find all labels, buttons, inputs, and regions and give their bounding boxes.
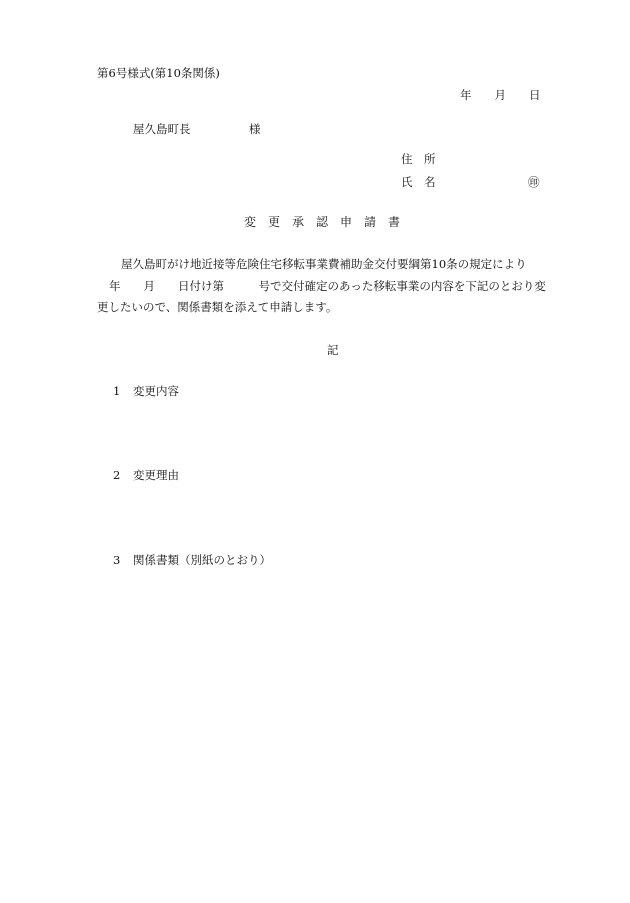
body-line-1: 屋久島町がけ地近接等危険住宅移転事業費補助金交付要綱第10条の規定により (121, 257, 527, 271)
item-number: 2 (113, 468, 121, 482)
item-label: 変更内容 (133, 384, 179, 398)
item-number: 3 (113, 553, 121, 567)
applicant-name-label: 氏 名 (401, 175, 436, 189)
document-title: 変 更 承 認 申 請 書 (244, 215, 401, 229)
applicant-address-label: 住 所 (401, 152, 436, 166)
item-label: 関係書類（別紙のとおり） (133, 553, 271, 567)
date-line: 年 月 日 (460, 88, 541, 102)
ki-heading: 記 (327, 343, 339, 357)
seal-mark: ㊞ (528, 175, 540, 189)
body-line-3: 更したいので、関係書類を添えて申請します。 (97, 300, 338, 314)
item-number: 1 (113, 384, 121, 398)
body-line-2: 年 月 日付け第 号で交付確定のあった移転事業の内容を下記のとおり変 (109, 279, 546, 293)
addressee-honorific: 様 (249, 122, 261, 136)
form-number: 第6号様式(第10条関係) (97, 66, 220, 80)
item-label: 変更理由 (133, 468, 179, 482)
addressee-name: 屋久島町長 (133, 122, 191, 136)
